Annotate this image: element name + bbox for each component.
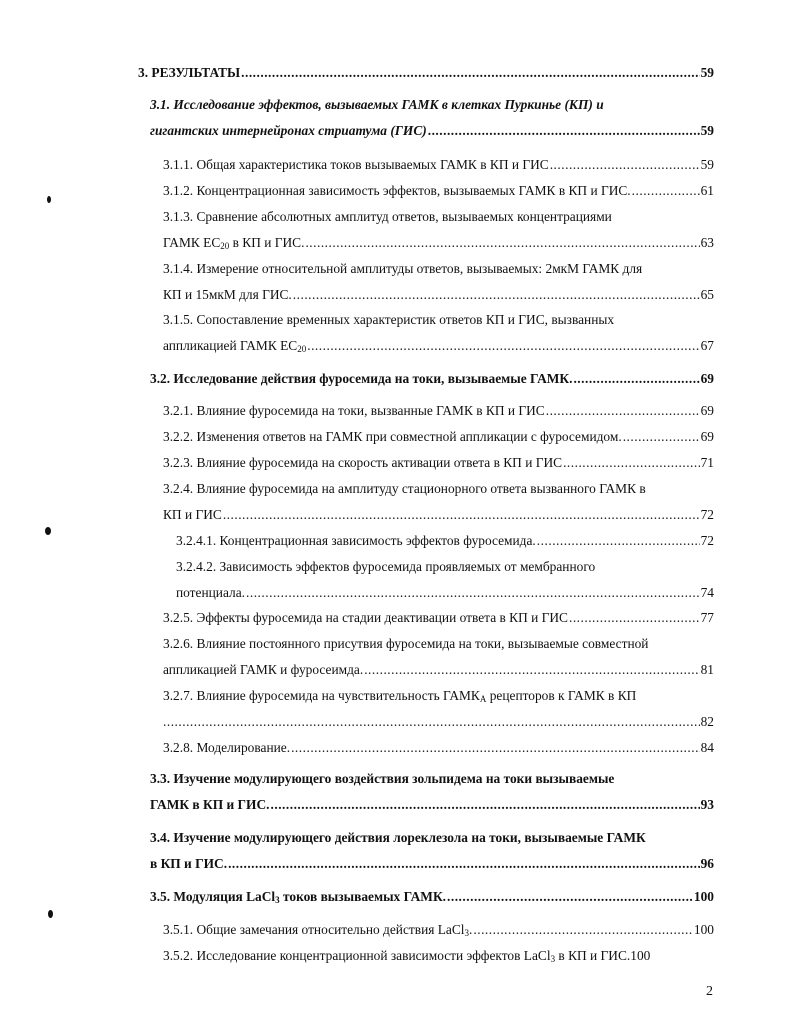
toc-entry-label-cont: КП и 15мкМ для ГИС. <box>163 287 292 302</box>
toc-entry-label: 3.1.2. Концентрационная зависимость эффектов, вызываемых ГАМК в КП и ГИС. <box>163 183 631 198</box>
toc-entry-page: 100 <box>693 889 714 904</box>
toc-entry-page: 69 <box>700 371 714 386</box>
page-number: 2 <box>706 984 713 999</box>
toc-entry-label: 3.2.3. Влияние фуросемида на скорость активации ответа в КП и ГИС <box>163 455 563 470</box>
toc-entry-3-2-7 <box>163 683 714 735</box>
dot-leader <box>291 735 700 761</box>
dot-leader <box>537 528 700 554</box>
toc-entry-label: 3.2.4.2. Зависимость эффектов фуросемида проявляемых от мембранного <box>176 559 596 574</box>
toc-entry-3-2-5 <box>163 605 714 631</box>
dot-leader <box>271 792 700 818</box>
toc-entry-page: 65 <box>700 287 714 302</box>
toc-entry-label: 3.2.6. Влияние постоянного присутвия фуросемида на токи, вызываемые совместной <box>163 636 649 651</box>
dot-leader <box>293 282 700 308</box>
toc-entry-page: 77 <box>700 610 714 625</box>
toc-entry-label: 3.5.2. Исследование концентрационной зависимости эффектов LaCl$_3$ в КП и ГИС. <box>163 948 631 964</box>
toc-entry-page: 59 <box>700 157 714 172</box>
toc-entry-page: 69 <box>700 429 714 444</box>
toc-entry-label: 3.1.3. Сравнение абсолютных амплитуд ответов, вызываемых концентрациями <box>163 209 612 224</box>
toc-entry-3-1-3 <box>163 204 714 256</box>
dot-leader <box>623 424 700 450</box>
toc-entry-label-cont: в КП и ГИС. <box>150 856 228 871</box>
toc-entry-page: 67 <box>700 338 714 353</box>
toc-entry-3-1-1 <box>163 152 714 178</box>
margin-mark <box>45 527 51 535</box>
dot-leader <box>246 580 700 606</box>
toc-entry-label-cont: КП и ГИС <box>163 507 222 522</box>
dot-leader <box>447 884 693 910</box>
toc-entry-3 <box>138 60 714 86</box>
dot-leader <box>428 118 700 144</box>
toc-entry-3-2-1 <box>163 398 714 424</box>
dot-leader <box>163 709 700 735</box>
margin-mark <box>47 196 51 203</box>
toc-entry-label-cont: ГАМК в КП и ГИС. <box>150 797 270 812</box>
toc-entry-3-5 <box>150 884 714 910</box>
dot-leader <box>573 366 699 392</box>
toc-entry-page: 72 <box>700 533 714 548</box>
toc-entry-3-2-4 <box>163 476 714 528</box>
toc-entry-label: 3.2. Исследование действия фуросемида на токи, вызываемые ГАМК. <box>150 371 573 386</box>
toc-entry-3-2-4-2 <box>176 554 714 606</box>
dot-leader <box>305 230 699 256</box>
toc-entry-label: 3. РЕЗУЛЬТАТЫ <box>138 65 241 80</box>
toc-entry-page: 71 <box>700 455 714 470</box>
toc-entry-label: 3.4. Изучение модулирующего действия лореклезола на токи, вызываемые ГАМК <box>150 830 646 845</box>
toc-entry-3-2-4-1 <box>176 528 714 554</box>
toc-entry-page: 74 <box>700 585 714 600</box>
toc-entry-label: 3.2.4.1. Концентрационная зависимость эффектов фуросемида. <box>176 533 536 548</box>
toc-entry-page: 81 <box>700 662 714 677</box>
toc-entry-page: 84 <box>700 740 714 755</box>
toc-entry-label: 3.2.7. Влияние фуросемида на чувствительность $ГАМК_A$ рецепторов к ГАМК в КП <box>163 688 637 704</box>
toc-entry-3-2-2 <box>163 424 714 450</box>
toc-entry-page: 82 <box>700 714 714 729</box>
margin-mark <box>48 910 53 918</box>
toc-entry-page: 96 <box>700 856 714 871</box>
toc-entry-3-2-3 <box>163 450 714 476</box>
toc-entry-3-5-2 <box>163 943 714 969</box>
dot-leader <box>223 502 700 528</box>
toc-entry-page: 59 <box>700 65 714 80</box>
toc-entry-label: 3.3. Изучение модулирующего воздействия зольпидема на токи вызываемые <box>150 771 615 786</box>
toc-entry-label-cont: гигантских интернейронах стриатума (ГИС) <box>150 123 427 138</box>
toc-entry-page: 61 <box>700 183 714 198</box>
toc-entry-3-5-1 <box>163 917 714 943</box>
toc-entry-page: 69 <box>700 403 714 418</box>
dot-leader <box>550 152 700 178</box>
toc-entry-label-cont: потенциала. <box>176 585 246 600</box>
dot-leader <box>569 605 700 631</box>
toc-entry-3-2 <box>150 366 714 392</box>
toc-entry-3-1-2 <box>163 178 714 204</box>
toc-entry-label: 3.1. Исследование эффектов, вызываемых ГАМК в клетках Пуркинье (КП) и <box>150 97 604 112</box>
toc-entry-3-4 <box>150 825 714 877</box>
toc-entry-3-1-5 <box>163 307 714 359</box>
toc-entry-page: 72 <box>700 507 714 522</box>
toc-entry-label-cont: аппликацией ГАМК $EC_{20}$ <box>163 338 307 354</box>
toc-entry-label: 3.1.5. Сопоставление временных характеристик ответов КП и ГИС, вызванных <box>163 312 615 327</box>
toc-entry-page: 100 <box>693 922 714 937</box>
dot-leader <box>364 657 699 683</box>
toc-entry-label: 3.2.2. Изменения ответов на ГАМК при совместной аппликации с фуросемидом. <box>163 429 622 444</box>
toc-entry-label: 3.2.4. Влияние фуросемида на амплитуду стационорного ответа вызванного ГАМК в <box>163 481 646 496</box>
dot-leader <box>228 851 700 877</box>
toc-entry-3-3 <box>150 766 714 818</box>
toc-entry-page: 93 <box>700 797 714 812</box>
dot-leader <box>241 60 699 86</box>
toc-entry-3-1 <box>150 92 714 144</box>
dot-leader <box>632 178 700 204</box>
dot-leader <box>546 398 700 424</box>
toc-entry-page: 59 <box>700 123 714 138</box>
toc-entry-page: 100 <box>630 948 651 963</box>
toc-entry-label-cont: аппликацией ГАМК и фуросеимда. <box>163 662 364 677</box>
toc-entry-label-cont: ГАМК $EC_{20}$ в КП и ГИС. <box>163 235 305 251</box>
dot-leader <box>473 917 693 943</box>
toc-entry-label: 3.1.4. Измерение относительной амплитуды ответов, вызываемых: 2мкМ ГАМК для <box>163 261 643 276</box>
toc-entry-label: 3.2.8. Моделирование. <box>163 740 291 755</box>
toc-entry-label: 3.5. Модуляция LaCl$_3$ токов вызываемых ГАМК. <box>150 889 447 905</box>
toc-entry-3-2-6 <box>163 631 714 683</box>
toc-entry-label: 3.2.5. Эффекты фуросемида на стадии деактивации ответа в КП и ГИС <box>163 610 568 625</box>
toc-entry-label: 3.5.1. Общие замечания относительно действия LaCl$_3$. <box>163 922 473 938</box>
toc-entry-label: 3.1.1. Общая характеристика токов вызываемых ГАМК в КП и ГИС <box>163 157 549 172</box>
toc-entry-label: 3.2.1. Влияние фуросемида на токи, вызванные ГАМК в КП и ГИС <box>163 403 545 418</box>
toc-entry-3-2-8 <box>163 735 714 761</box>
toc-entry-page: 63 <box>700 235 714 250</box>
toc-entry-3-1-4 <box>163 256 714 308</box>
dot-leader <box>307 333 699 359</box>
dot-leader <box>563 450 700 476</box>
